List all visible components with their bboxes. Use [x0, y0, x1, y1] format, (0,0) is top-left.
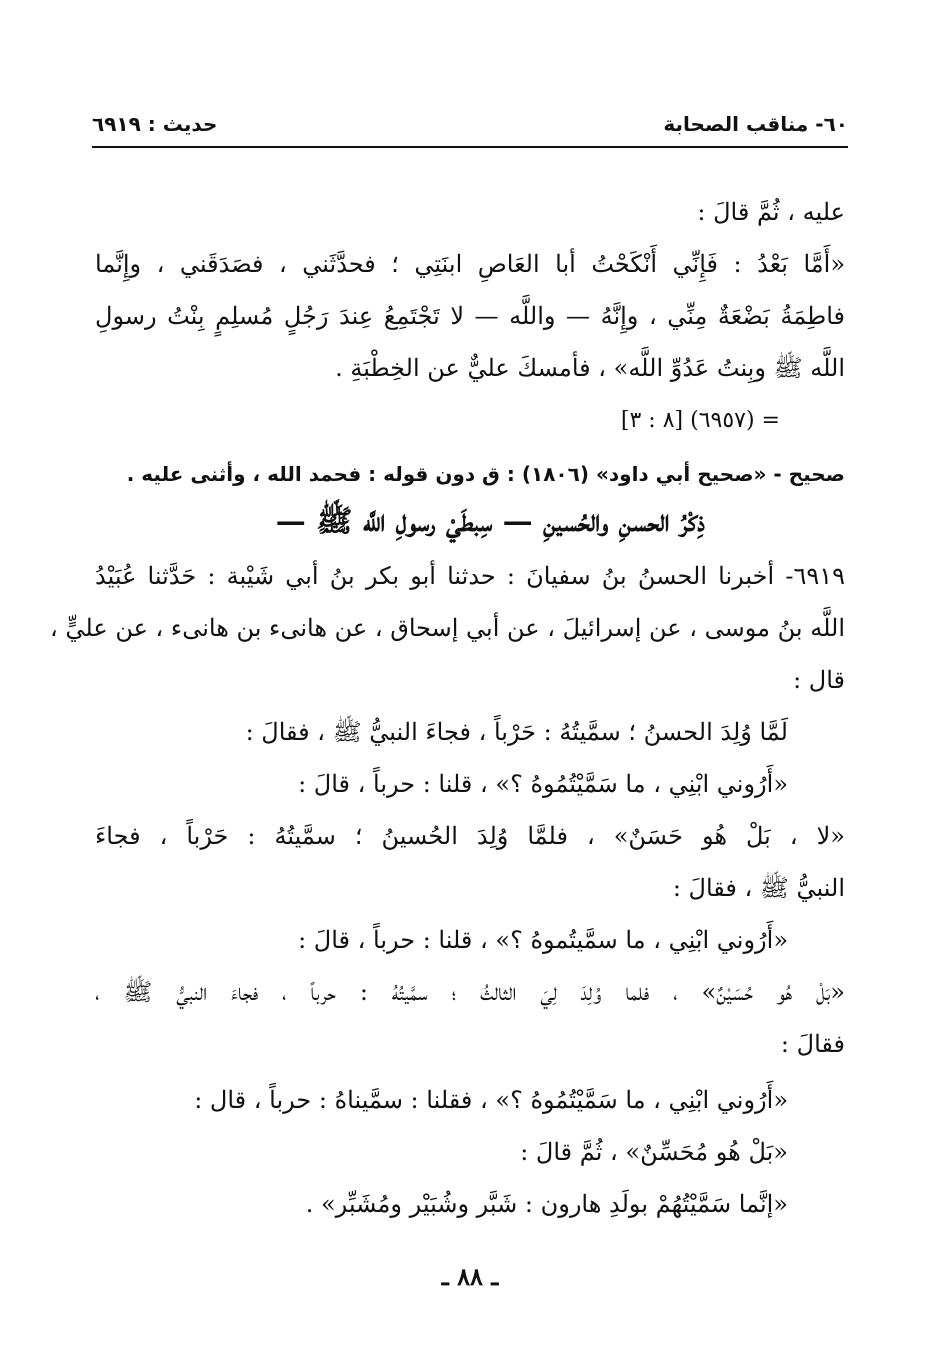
text-line: «أَرُوني ابْنِي ، ما سَمَّيْتُمُوهُ ؟» ، قلنا : حرباً ، قالَ : — [298, 770, 788, 798]
text-line: «إنَّما سَمَّيْتُهُمْ بولَدِ هارون : شَبَّر وشُبَيْر ومُشَبِّر» . — [305, 1190, 788, 1218]
text-line: فقالَ : — [780, 1030, 845, 1058]
text-line: «بَلْ هُو مُحَسِّنٌ» ، ثُمَّ قالَ : — [520, 1138, 788, 1166]
hadith-chain-line: ٦٩١٩- أخبرنا الحسنُ بنُ سفيانَ : حدثنا أبو بكر بنُ أبي شَيْبة : حَدَّثنا عُبَيْدُ — [95, 562, 845, 590]
grading-note: صحيح - «صحيح أبي داود» (١٨٠٦) : ق دون قوله : فحمد الله ، وأثنى عليه . — [126, 462, 845, 486]
running-header — [92, 112, 848, 148]
text-line: «أَمَّا بَعْدُ : فَإِنِّي أَنْكَحْتُ أبا العَاصِ ابنَتِي ؛ فحدَّثَني ، فصَدَقَني ، وإِنَّما — [95, 250, 845, 278]
cross-reference: = (٦٩٥٧) [٨ : ٣] — [620, 408, 780, 433]
text-line: عليه ، ثُمَّ قالَ : — [697, 198, 845, 226]
text-line: قال : — [793, 666, 845, 694]
hadith-chain-line: اللَّه بنُ موسى ، عن إسرائيلَ ، عن أبي إسحاق ، عن هانىء بن هانىء ، عن عليٍّ ، — [50, 614, 845, 642]
section-heading: ذِكْرُ الحسنِ والحُسينِ — سِبطَيْ رسولِ اللَّه ﷺ — — [275, 504, 705, 539]
text-line: «أَرُوني ابْنِي ، ما سمَّيتُموهُ ؟» ، قلنا : حرباً ، قالَ : — [298, 926, 788, 954]
text-line: النبيُّ ﷺ ، فقالَ : — [672, 874, 845, 902]
text-line: «بَلْ هُو حُسَيْنٌ» ، فلما وُلِدَ لِيَ الثالثُ ؛ سمَّيتُهُ : حرباً ، فجاءَ النبيُّ ﷺ ، — [95, 978, 845, 1006]
text-line: «أَرُوني ابْنِي ، ما سَمَّيْتُمُوهُ ؟» ، فقلنا : سمَّيناهُ : حرباً ، قال : — [194, 1086, 788, 1114]
text-line: «لا ، بَلْ هُو حَسَنٌ» ، فلمَّا وُلِدَ الحُسينُ ؛ سمَّيتُهُ : حَرْباً ، فجاءَ — [95, 822, 845, 850]
text-line: اللَّه ﷺ وبِنتُ عَدُوِّ اللَّه» ، فأمسكَ عليٌّ عن الخِطْبَةِ . — [335, 354, 845, 382]
text-line: فاطِمَةُ بَضْعَةٌ مِنِّي ، وإِنَّهُ — واللَّه — لا تَجْتَمِعُ عِندَ رَجُلٍ مُسلِمٍ بِنْتُ رسولِ — [95, 302, 845, 330]
chapter-title: ٦٠- مناقب الصحابة — [663, 112, 848, 136]
text-line: لَمَّا وُلِدَ الحسنُ ؛ سمَّيتُهُ : حَرْباً ، فجاءَ النبيُّ ﷺ ، فقالَ : — [245, 718, 788, 746]
page-number: ـ ٨٨ ـ — [441, 1262, 499, 1291]
hadith-number: حديث : ٦٩١٩ — [92, 112, 218, 136]
